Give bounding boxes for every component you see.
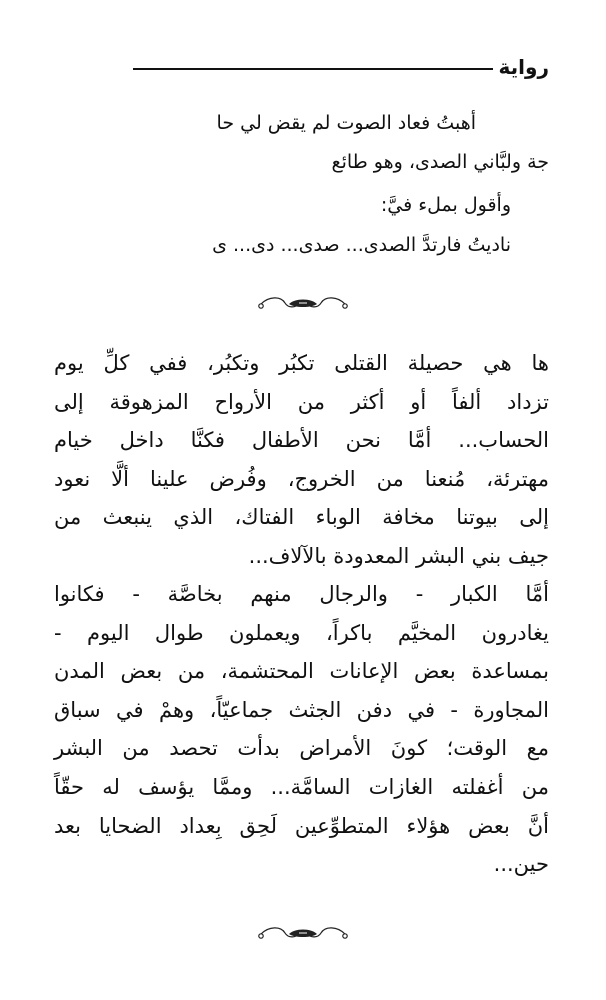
text-line: ها هي حصيلة القتلى تكبُر وتكبُر، ففي كلِّ يوم <box>54 351 549 375</box>
text-line: الحساب... أمَّا نحن الأطفال فكنَّا داخل خيام <box>54 428 549 453</box>
text-line: تزداد ألفاً أو أكثر من الأرواح المزهوقة إلى <box>54 389 549 414</box>
text-line: من أغفلته الغازات السامَّة... وممَّا يؤسف له حقّاً <box>54 774 549 799</box>
header-rule <box>133 68 493 70</box>
text-line: حين... <box>493 852 549 877</box>
running-title: رواية <box>498 55 549 79</box>
text-line: بمساعدة بعض الإعانات المحتشمة، من بعض المدن <box>54 659 549 684</box>
text-line: يغادرون المخيَّم باكراً، ويعملون طوال اليوم - <box>54 620 549 645</box>
ornament-divider-top <box>255 292 351 314</box>
paragraph-2 <box>54 575 549 884</box>
text-line: أمَّا الكبار - والرجال منهم بخاصَّة - فكانوا <box>54 582 549 606</box>
poem-line: وأقول بملء فيَّ: <box>380 194 511 216</box>
ornament-divider-bottom <box>255 922 351 944</box>
poem-line: جة ولبَّاني الصدى، وهو طائع <box>331 151 549 173</box>
paragraph-1 <box>54 344 549 576</box>
text-line: مع الوقت؛ كونَ الأمراض بدأت تحصد من البشر <box>54 736 549 761</box>
text-line: أنَّ بعض هؤلاء المتطوِّعين لَحِق بِعداد الضحايا بعد <box>54 813 549 838</box>
text-line: إلى بيوتنا مخافة الوباء الفتاك، الذي ينبعث من <box>54 505 549 530</box>
poem-line: أهبتُ فعاد الصوت لم يقض لي حا <box>216 112 476 134</box>
poem-line: ناديتُ فارتدَّ الصدى... صدى... دى... ى <box>212 234 511 256</box>
text-line: المجاورة - في دفن الجثث جماعيّاً، وهمْ في سباق <box>54 697 549 722</box>
text-line: مهترئة، مُنعنا من الخروج، وفُرض علينا ألَّا نعود <box>54 466 549 491</box>
text-line: جيف بني البشر المعدودة بالآلاف... <box>248 543 549 568</box>
running-header <box>49 52 549 82</box>
